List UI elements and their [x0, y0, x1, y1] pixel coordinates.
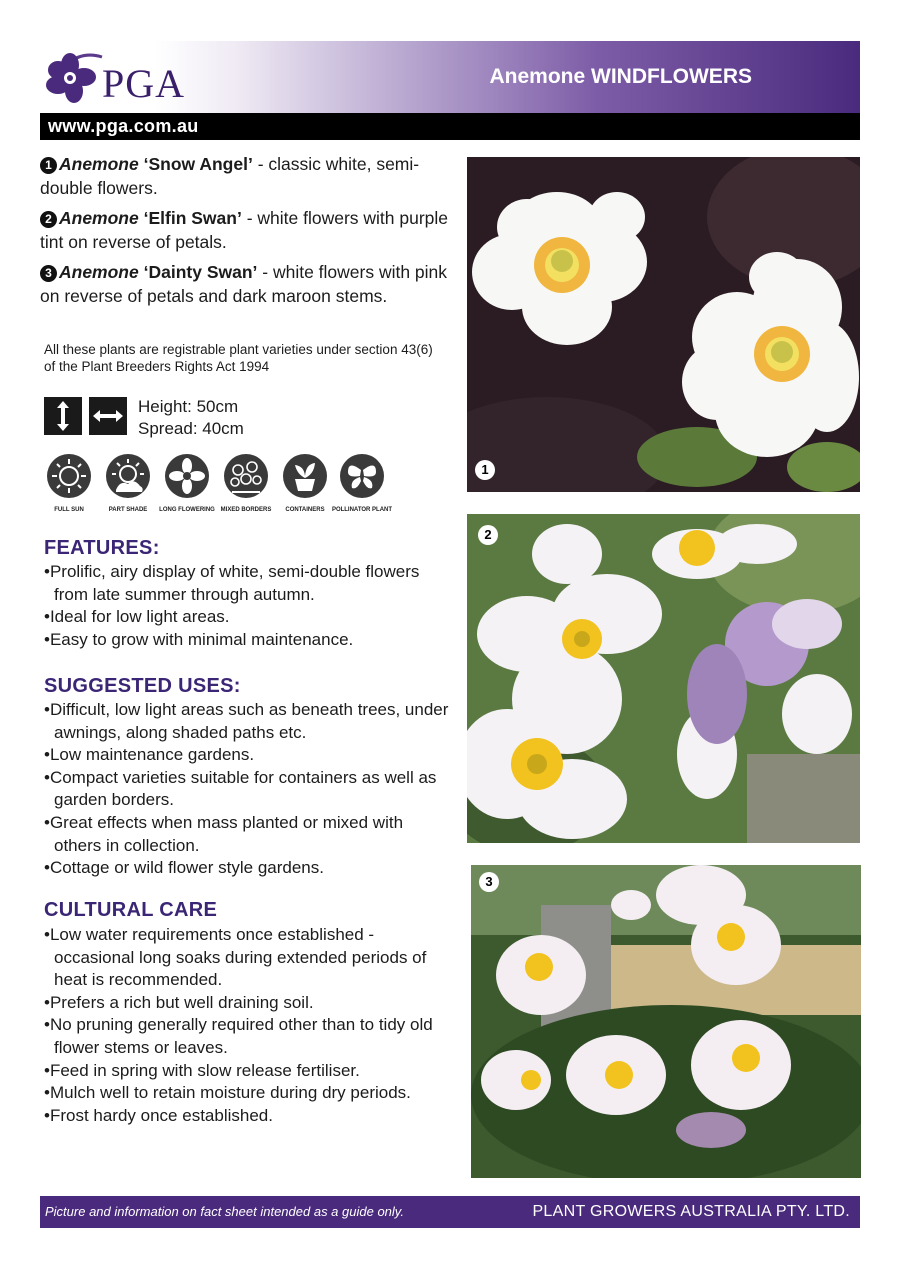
header-banner	[40, 41, 860, 113]
list-item: • No pruning generally required other than to tidy old flower stems or leaves.	[44, 1014, 454, 1059]
dimensions	[138, 396, 244, 440]
variety-description: - classic white, semi-double flowers.	[40, 154, 420, 198]
full-sun-icon	[47, 454, 91, 498]
list-item: • Easy to grow with minimal maintenance.	[44, 629, 454, 652]
long-flowering-icon	[165, 454, 209, 498]
variety-number: 2	[40, 211, 57, 228]
attribute-label: LONG FLOWERING	[159, 507, 215, 513]
footer-company: PLANT GROWERS AUSTRALIA PTY. LTD.	[532, 1203, 850, 1220]
footer-disclaimer: Picture and information on fact sheet intended as a guide only.	[45, 1204, 404, 1219]
features-list	[44, 561, 454, 651]
variety-list	[40, 152, 450, 314]
logo-text: PGA	[102, 61, 186, 106]
attribute-label: PART SHADE	[108, 507, 148, 513]
attribute-label: FULL SUN	[54, 507, 84, 513]
attribute-label: MIXED BORDERS	[220, 507, 272, 513]
variety-genus: Anemone	[59, 154, 139, 174]
footer-bar	[40, 1196, 860, 1228]
list-item: • Compact varieties suitable for containers as well as garden borders.	[44, 767, 454, 812]
photo-snow-angel	[467, 157, 860, 492]
list-item: • Mulch well to retain moisture during dry periods.	[44, 1082, 454, 1105]
list-item: • Ideal for low light areas.	[44, 606, 454, 629]
uses-heading: SUGGESTED USES:	[44, 675, 241, 697]
list-item: • Frost hardy once established.	[44, 1105, 454, 1128]
variety-number: 1	[40, 157, 57, 174]
url-bar	[40, 113, 860, 140]
pollinator-plant-icon	[340, 454, 384, 498]
containers-icon	[283, 454, 327, 498]
variety-item	[40, 260, 450, 308]
features-heading: FEATURES:	[44, 537, 160, 559]
list-item: • Low water requirements once established - occasional long soaks during extended periods of heat is recommended.	[44, 924, 454, 992]
list-item: • Feed in spring with slow release fertiliser.	[44, 1060, 454, 1083]
variety-number: 3	[40, 265, 57, 282]
list-item: • Difficult, low light areas such as beneath trees, under awnings, along shaded paths etc.	[44, 699, 454, 744]
variety-genus: Anemone	[59, 208, 139, 228]
uses-list	[44, 699, 454, 880]
pbr-note: All these plants are registrable plant varieties under section 43(6) of the Plant Breeders Rights Act 1994	[44, 342, 433, 374]
height-arrow-icon	[44, 397, 82, 435]
care-list	[44, 924, 454, 1127]
variety-cultivar: ‘Dainty Swan’	[143, 262, 258, 282]
care-heading: CULTURAL CARE	[44, 899, 218, 921]
variety-cultivar: ‘Snow Angel’	[143, 154, 253, 174]
variety-description: - white flowers with purple tint on reverse of petals.	[40, 208, 449, 252]
variety-description: - white flowers with pink on reverse of petals and dark maroon stems.	[40, 262, 448, 306]
photo-dainty-swan	[471, 865, 861, 1178]
spread-value: Spread: 40cm	[138, 419, 244, 438]
list-item: • Cottage or wild flower style gardens.	[44, 857, 454, 880]
flower-logo-icon	[40, 45, 104, 109]
attribute-long-flowering	[154, 454, 220, 514]
variety-cultivar: ‘Elfin Swan’	[143, 208, 242, 228]
variety-item	[40, 206, 450, 254]
attribute-label: POLLINATOR PLANT	[331, 507, 393, 513]
list-item: • Prefers a rich but well draining soil.	[44, 992, 454, 1015]
photo-badge: 1	[475, 460, 495, 480]
attribute-part-shade	[95, 454, 161, 514]
part-shade-icon	[106, 454, 150, 498]
attribute-pollinator-plant	[329, 454, 395, 514]
spread-arrow-icon	[89, 397, 127, 435]
list-item: • Low maintenance gardens.	[44, 744, 454, 767]
photo-badge: 2	[478, 525, 498, 545]
height-value: Height: 50cm	[138, 397, 239, 416]
attribute-label: CONTAINERS	[285, 507, 325, 513]
attribute-full-sun	[36, 454, 102, 514]
website-link[interactable]: www.pga.com.au	[48, 116, 199, 136]
attribute-mixed-borders	[213, 454, 279, 514]
page-title: Anemone WINDFLOWERS	[489, 65, 752, 88]
variety-genus: Anemone	[59, 262, 139, 282]
list-item: • Great effects when mass planted or mixed with others in collection.	[44, 812, 454, 857]
variety-item	[40, 152, 450, 200]
pga-logo	[40, 45, 200, 109]
list-item: • Prolific, airy display of white, semi-double flowers from late summer through autumn.	[44, 561, 454, 606]
photo-elfin-swan	[467, 514, 860, 843]
mixed-borders-icon	[224, 454, 268, 498]
photo-badge: 3	[479, 872, 499, 892]
